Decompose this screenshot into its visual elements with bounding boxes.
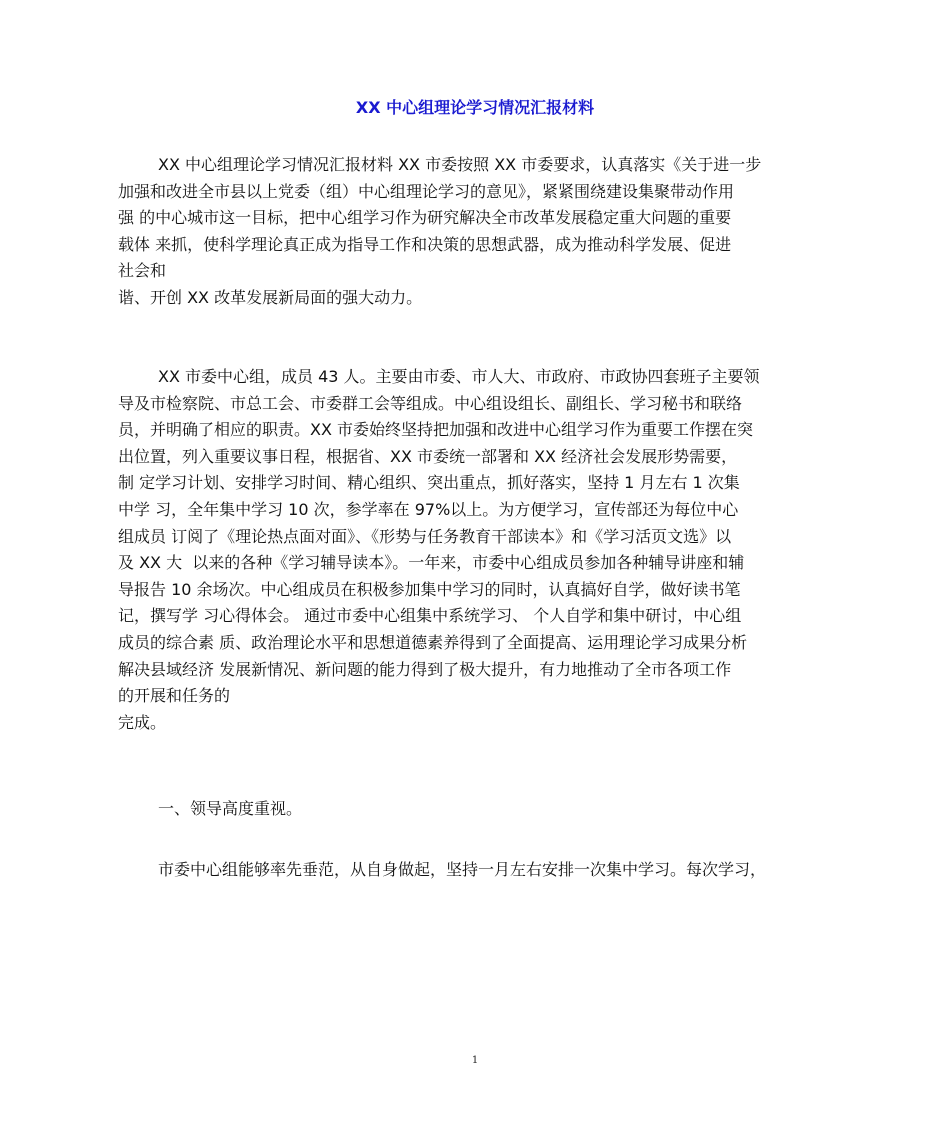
text-line: 的开展和任务的 xyxy=(118,686,231,706)
text-line: 成员的综合素 质、政治理论水平和思想道德素养得到了全面提高、运用理论学习成果分析 xyxy=(118,632,748,652)
text-line: 市委中心组能够率先垂范，从自身做起，坚持一月左右安排一次集中学习。每次学习， xyxy=(158,860,767,879)
text-line: 导及市检察院、市总工会、市委群工会等组成。中心组设组长、副组长、学习秘书和联络 xyxy=(118,393,743,413)
text-line: 载体 来抓，使科学理论真正成为指导工作和决策的思想武器，成为推动科学发展、促进 xyxy=(118,234,732,254)
text-line: 导报告 10 余场次。中心组成员在积极参加集中学习的同时，认真搞好自学，做好读书笔 xyxy=(118,579,741,599)
text-line: 谐、开创 XX 改革发展新局面的强大动力。 xyxy=(118,287,423,307)
paragraph-members xyxy=(118,364,848,736)
document-title: XX 中心组理论学习情况汇报材料 xyxy=(355,98,595,117)
text-line: XX 市委中心组，成员 43 人。主要由市委、市人大、市政府、市政协四套班子主要领 xyxy=(158,367,760,386)
paragraph-leadership xyxy=(118,857,848,884)
text-line: 解决县域经济 发展新情况、新问题的能力得到了极大提升，有力地推动了全市各项工作 xyxy=(118,659,732,679)
text-line: 及 XX 大 以来的各种《学习辅导读本》。一年来，市委中心组成员参加各种辅导讲座和辅 xyxy=(118,553,745,573)
page-number: 1 xyxy=(471,1055,479,1066)
paragraph-intro xyxy=(118,152,848,312)
text-line: 社会和 xyxy=(118,261,167,281)
text-line: 出位置，列入重要议事日程，根据省、XX 市委统一部署和 XX 经济社会发展形势需要， xyxy=(118,446,738,466)
text-line: 一、领导高度重视。 xyxy=(158,799,303,818)
text-line: 加强和改进全市县以上党委（组）中心组理论学习的意见》，紧紧围绕建设集聚带动作用 xyxy=(118,181,735,201)
text-line: 员，并明确了相应的职责。XX 市委始终坚持把加强和改进中心组学习作为重要工作摆在突 xyxy=(118,420,754,440)
text-line: 制 定学习计划、安排学习时间、精心组织、突出重点，抓好落实，坚持 1 月左右 1 次集 xyxy=(118,473,740,493)
text-line: XX 中心组理论学习情况汇报材料 XX 市委按照 XX 市委要求，认真落实《关于进一步 xyxy=(158,155,762,174)
text-line: 完成。 xyxy=(118,712,167,732)
text-line: 强 的中心城市这一目标，把中心组学习作为研究解决全市改革发展稳定重大问题的重要 xyxy=(118,208,732,228)
text-line: 组成员 订阅了《理论热点面对面》、《形势与任务教育干部读本》和《学习活页文选》以 xyxy=(118,526,732,546)
text-line: 中学 习，全年集中学习 10 次，参学率在 97%以上。为方便学习，宣传部还为每位中心 xyxy=(118,499,739,519)
section-heading xyxy=(118,796,848,823)
text-line: 记，撰写学 习心得体会。 通过市委中心组集中系统学习、 个人自学和集中研讨，中心组 xyxy=(118,606,742,626)
